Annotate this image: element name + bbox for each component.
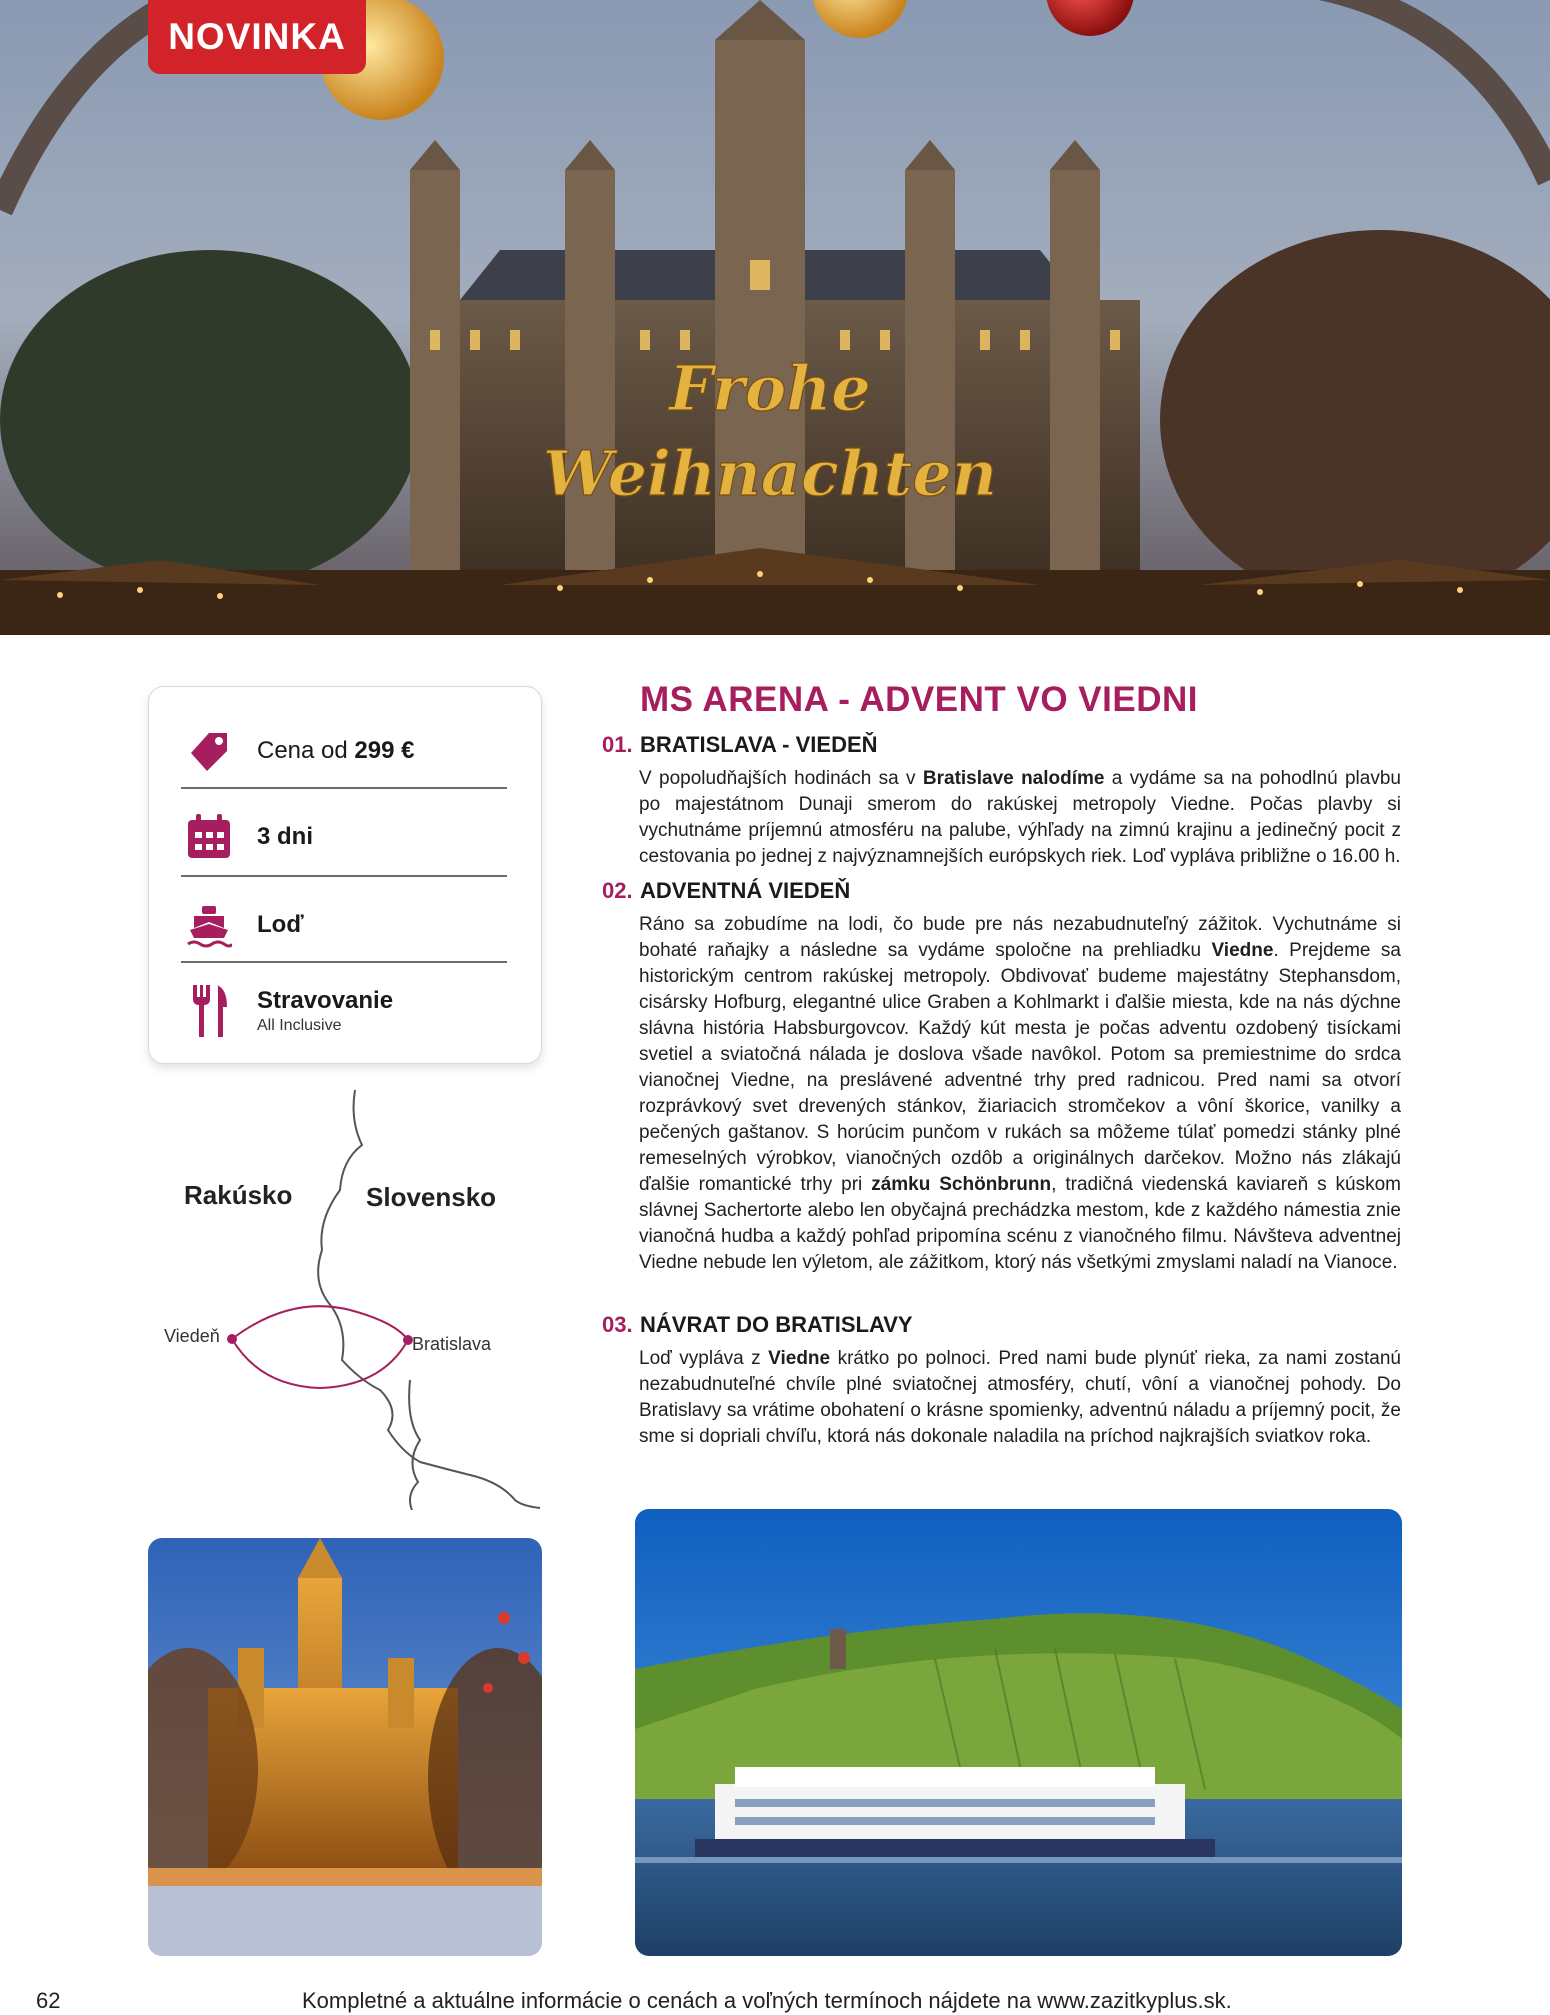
river-cruise-ship-photo [635, 1509, 1402, 1956]
day-3-title: NÁVRAT DO BRATISLAVY [640, 1312, 913, 1337]
hero-image [0, 0, 1550, 635]
price-value: 299 € [354, 737, 415, 764]
svg-text:Weihnachten: Weihnachten [543, 437, 997, 510]
map-city-bratislava: Bratislava [412, 1334, 492, 1354]
meals-row [181, 983, 509, 1039]
footer-note: Kompletné a aktuálne informácie o cenách a voľných termínoch nájdete na www.zazitkyplus.sk. [302, 1988, 1232, 2013]
transport-row [181, 897, 509, 953]
border-line [318, 1090, 540, 1508]
map-city-vienna: Viedeň [164, 1326, 220, 1346]
day-1-heading [602, 732, 878, 758]
day-3-heading [602, 1312, 913, 1338]
card-divider [181, 961, 507, 963]
calendar-icon [181, 809, 237, 865]
price-prefix: Cena od [257, 737, 348, 764]
card-divider [181, 787, 507, 789]
day-1-number: 01. [602, 732, 633, 757]
duration-row [181, 809, 509, 865]
trip-title: MS ARENA - ADVENT VO VIEDNI [640, 680, 1198, 719]
cutlery-icon [181, 983, 237, 1039]
vienna-city-hall-illustration [0, 0, 1550, 635]
map-label-slovakia: Slovensko [366, 1182, 497, 1212]
duration-value: 3 dni [257, 823, 314, 850]
novinka-badge: NOVINKA [148, 0, 366, 74]
page-number: 62 [36, 1988, 61, 2013]
day-1-title: BRATISLAVA - VIEDEŇ [640, 732, 878, 757]
vienna-marker [227, 1334, 237, 1344]
day-2-title: ADVENTNÁ VIEDEŇ [640, 878, 851, 903]
card-divider [181, 875, 507, 877]
meals-detail: All Inclusive [257, 1017, 342, 1034]
day-1-text: V popoludňajších hodinách sa v Bratislave nalodíme a vydáme sa na pohodlnú plavbu po majestátnom Dunaji smerom do rakúskej metropoly Viedne. Počas plavby si vychutnáme príjemnú atmosféru na palube, výhľady na zimnú krajinu a jedinečný pocit z cestovania po jednej z najvýznamnejších európskych riek. Loď vypláva približne o 16.00 h. [639, 768, 1401, 867]
ship-icon [181, 897, 237, 953]
transport-value: Loď [257, 911, 304, 938]
route-map [150, 1090, 550, 1510]
trip-info-card [148, 686, 542, 1064]
price-row [181, 723, 509, 779]
day-2-text: Ráno sa zobudíme na lodi, čo bude pre nás nezabudnuteľný zážitok. Vychutnáme si bohaté raňajky a následne sa vydáme spoločne na prehliadku Viedne. Prejdeme sa historickým centrom rakúskej metropoly. Obdivovať budeme majestátny Stephansdom, cisársky Hofburg, elegantné ulice Graben a Kohlmarkt i ďalšie miesta, kde na nás dýchne slávna história Habsburgovcov. Každý kút mesta je počas adventu ozdobený tisíckami svetiel a sviatočná nálada je doslova všade navôkol. Potom sa premiestnime do srdca vianočnej Viedne, na preslávené adventné trhy pred radnicou. Pred nami sa otvorí rozprávkový svet drevených stánkov, žiariacich stromčekov a vôní škorice, vanilky a pečených gaštanov. S horúcim punčom v rukách sa môžeme túlať pomedzi stánky plné remeselných výrobkov, vianočných ozdôb a originálnych darčekov. Možno nás zlákajú ďalšie romantické trhy pri zámku Schönbrunn, tradičná viedenská kaviareň s kúskom slávnej Sachertorte alebo len obyčajná prechádzka mestom, kde z každého námestia znie vianočná hudba a každý pohľad pripomína scénu z vianočného filmu. Návšteva adventnej Viedne nebude len výletom, ale zážitkom, ktorý nás všetkými zmyslami naladí na Vianoce. [639, 914, 1401, 1273]
vienna-city-hall-night-photo [148, 1538, 542, 1956]
cruise-ship [695, 1767, 1215, 1857]
day-3-text: Loď vypláva z Viedne krátko po polnoci. Pred nami bude plynúť rieka, za nami zostanú nezabudnuteľné chvíle plné sviatočnej atmosféry, chutí, vôní a vianočnej pohody. Do Bratislavy sa vrátime obohatení o krásne spomienky, adventnú náladu a príjemný pocit, že sme si dopriali chvíľu, ktorá nás dokonale naladila na príchod najkrajších sviatkov roka. [639, 1348, 1401, 1447]
day-2-number: 02. [602, 878, 633, 903]
svg-text:Frohe: Frohe [669, 352, 871, 425]
price-tag-icon [181, 723, 237, 779]
day-3-number: 03. [602, 1312, 633, 1337]
day-2-heading [602, 878, 850, 904]
meals-label: Stravovanie [257, 987, 394, 1014]
river-line [409, 1380, 420, 1510]
map-label-austria: Rakúsko [184, 1180, 293, 1210]
cruise-route [232, 1306, 408, 1388]
